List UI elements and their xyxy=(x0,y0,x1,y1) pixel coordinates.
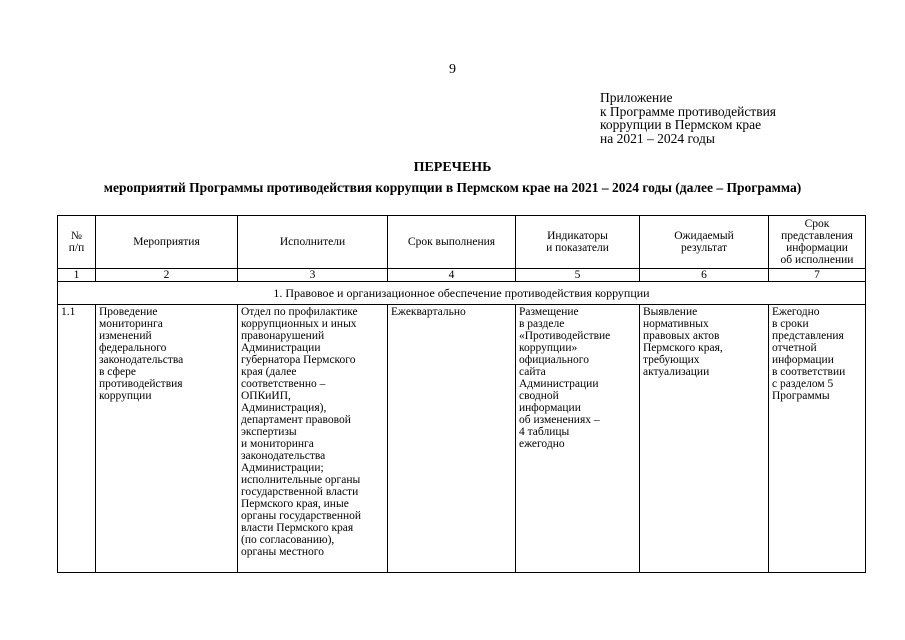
cell-line: правовых актов xyxy=(643,330,720,342)
header-text: Индикаторы xyxy=(547,230,608,242)
cell-line: Проведение xyxy=(99,306,158,318)
cell-line: края (далее xyxy=(241,366,297,378)
header-text: Исполнители xyxy=(279,236,346,248)
cell-line: Программы xyxy=(772,390,830,402)
section-row xyxy=(58,282,866,305)
header-text: результат xyxy=(680,242,728,254)
cell-line: в сроки xyxy=(772,318,809,330)
cell-line: коррупционных и иных xyxy=(241,318,357,330)
cell-line: Отдел по профилактике xyxy=(241,306,358,318)
cell-line: Пермского края, иные xyxy=(241,498,349,510)
cell-line: Размещение xyxy=(519,306,579,318)
cell-line: с разделом 5 xyxy=(772,378,834,390)
cell-line: изменений xyxy=(99,330,152,342)
cell-executors xyxy=(238,305,388,573)
cell-line: мониторинга xyxy=(99,318,163,330)
cell-line: актуализации xyxy=(643,366,710,378)
column-number: 2 xyxy=(96,269,238,282)
cell-line: отчетной xyxy=(772,342,817,354)
cell-line: в сфере xyxy=(99,366,136,378)
column-number: 3 xyxy=(238,269,388,282)
cell-indicators xyxy=(516,305,640,573)
measures-table xyxy=(57,215,866,573)
cell-line: соответственно – xyxy=(241,378,326,390)
cell-line: и мониторинга xyxy=(241,438,314,450)
cell-line: Администрации xyxy=(519,378,599,390)
header-number xyxy=(58,216,96,269)
header-text: п/п xyxy=(68,242,85,254)
cell-line: об изменениях – xyxy=(519,414,600,426)
header-text: № xyxy=(71,230,82,242)
cell-line: департамент правовой xyxy=(241,414,351,426)
cell-line: власти Пермского края xyxy=(241,522,354,534)
cell-line: противодействия xyxy=(99,378,183,390)
header-text: Срок xyxy=(804,218,830,230)
header-text: информации xyxy=(786,242,848,254)
header-text: Ожидаемый xyxy=(674,230,734,242)
cell-line: законодательства xyxy=(241,450,326,462)
appendix-line: на 2021 – 2024 годы xyxy=(600,130,715,146)
cell-line: ОПКиИП, xyxy=(241,390,291,402)
column-number: 6 xyxy=(640,269,769,282)
cell-line: информации xyxy=(519,402,581,414)
section-title: 1. Правовое и организационное обеспечение противодействия коррупции xyxy=(58,282,866,305)
cell-line: (по согласованию), xyxy=(241,534,335,546)
cell-line: «Противодействие xyxy=(519,330,611,342)
header-indicators xyxy=(516,216,640,269)
cell-number xyxy=(58,305,96,573)
header-executors xyxy=(238,216,388,269)
header-expected-result xyxy=(640,216,769,269)
cell-line: ежегодно xyxy=(519,438,565,450)
document-title: ПЕРЕЧЕНЬ xyxy=(413,160,492,175)
cell-line: нормативных xyxy=(643,318,709,330)
cell-line: правонарушений xyxy=(241,330,325,342)
column-number: 4 xyxy=(388,269,516,282)
header-text: представления xyxy=(781,230,853,242)
header-text: Срок выполнения xyxy=(407,236,496,248)
cell-expected-result xyxy=(640,305,769,573)
header-text: Мероприятия xyxy=(133,236,200,248)
cell-line: коррупции xyxy=(99,390,152,402)
header-measures xyxy=(96,216,238,269)
table-row xyxy=(58,305,866,573)
cell-line: Ежеквартально xyxy=(391,306,466,318)
cell-line: Администрация), xyxy=(241,402,327,414)
cell-line: Пермского края, xyxy=(643,342,723,354)
cell-measure xyxy=(96,305,238,573)
cell-report-deadline xyxy=(769,305,866,573)
cell-line: законодательства xyxy=(99,354,184,366)
cell-line: официального xyxy=(519,354,589,366)
cell-line: в соответствии xyxy=(772,366,846,378)
cell-line: 4 таблицы xyxy=(519,426,570,438)
cell-line: Выявление xyxy=(643,306,698,318)
appendix-note xyxy=(600,91,776,145)
appendix-line: Приложение xyxy=(600,90,673,105)
cell-line: органы государственной xyxy=(241,510,362,522)
column-number: 5 xyxy=(516,269,640,282)
page-number: 9 xyxy=(449,62,456,77)
cell-line: государственной власти xyxy=(241,486,359,498)
appendix-line: коррупции в Пермском крае xyxy=(600,117,762,132)
column-number: 1 xyxy=(58,269,96,282)
cell-line: сайта xyxy=(519,366,546,378)
header-text: и показатели xyxy=(546,242,609,254)
column-number: 7 xyxy=(769,269,866,282)
cell-line: органы местного xyxy=(241,546,324,558)
table-header-row xyxy=(58,216,866,269)
header-deadline xyxy=(388,216,516,269)
cell-deadline xyxy=(388,305,516,573)
cell-line: 1.1 xyxy=(61,306,76,318)
column-numbers-row xyxy=(58,269,866,282)
appendix-line: к Программе противодействия xyxy=(600,103,777,119)
cell-line: требующих xyxy=(643,354,700,366)
header-text: об исполнении xyxy=(780,254,854,266)
header-report-deadline xyxy=(769,216,866,269)
cell-line: Администрации xyxy=(241,342,321,354)
cell-line: сводной xyxy=(519,390,559,402)
cell-line: в разделе xyxy=(519,318,565,330)
cell-line: Ежегодно xyxy=(772,306,820,318)
cell-line: экспертизы xyxy=(241,426,297,438)
cell-line: представления xyxy=(772,330,844,342)
cell-line: информации xyxy=(772,354,834,366)
cell-line: коррупции» xyxy=(519,342,578,354)
cell-line: Администрации; xyxy=(241,462,324,474)
cell-line: исполнительные органы xyxy=(241,474,361,486)
cell-line: губернатора Пермского xyxy=(241,354,356,366)
cell-line: федерального xyxy=(99,342,167,354)
document-subtitle: мероприятий Программы противодействия коррупции в Пермском крае на 2021 – 2024 годы (далее – Программа) xyxy=(103,180,802,195)
